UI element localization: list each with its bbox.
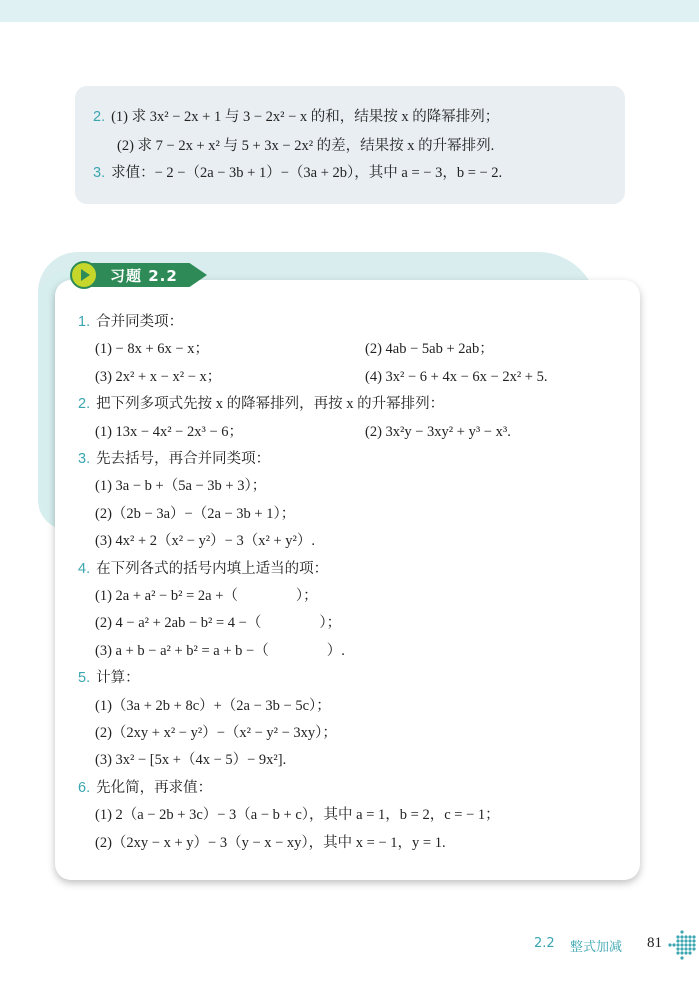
exercise-heading	[78, 779, 212, 797]
page-number: 81	[647, 935, 662, 951]
exercise-number: 2.	[93, 109, 106, 125]
prev-exercise-2-1	[93, 108, 499, 126]
sub-item: (2)（2xy − x + y）− 3（y − x − xy），其中 x = − 1，y = 1.	[95, 834, 446, 851]
exercise-heading	[78, 313, 183, 331]
exercise-text: 把下列多项式先按 x 的降幂排列，再按 x 的升幂排列：	[96, 396, 445, 413]
sub-item: (1) 3a − b +（5a − 3b + 3）；	[95, 478, 267, 495]
section-badge	[70, 261, 220, 289]
sub-item: (3) 4x² + 2（x² − y²）− 3（x² + y²）.	[95, 533, 315, 550]
exercise-number: 4.	[78, 560, 91, 577]
sub-item: (2) 4ab − 5ab + 2ab；	[365, 341, 494, 358]
exercise-heading	[78, 395, 444, 413]
exercise-text: 求值：− 2 −（2a − 3b + 1）−（3a + 2b），其中 a = − 3，b = − 2.	[111, 165, 503, 181]
exercise-heading	[78, 560, 328, 578]
exercise-number: 1.	[78, 314, 91, 330]
sub-item: (2) 3x²y − 3xy² + y³ − x³.	[365, 423, 511, 440]
sub-item: (1) 2a + a² − b² = 2a +（ ）；	[95, 588, 318, 604]
footer-section-number: 2.2	[534, 936, 555, 951]
sub-item: (2) 4 − a² + 2ab − b² = 4 −（ ）；	[95, 615, 342, 632]
sub-item: (1) 13x − 4x² − 2x³ − 6；	[95, 423, 244, 440]
exercise-number: 5.	[78, 670, 91, 687]
top-band	[0, 0, 699, 22]
exercise-number: 6.	[78, 779, 91, 796]
section-title: 习题 2.2	[110, 267, 178, 285]
exercise-number: 3.	[78, 451, 91, 467]
sub-item: (4) 3x² − 6 + 4x − 6x − 2x² + 5.	[365, 368, 548, 385]
exercise-number: 2.	[78, 396, 91, 413]
sub-item: (2)（2b − 3a）−（2a − 3b + 1）；	[95, 505, 296, 522]
sub-item: (1) 2（a − 2b + 3c）− 3（a − b + c），其中 a = 1，b = 2，c = − 1；	[95, 807, 500, 824]
sub-item: (1) − 8x + 6x − x；	[95, 341, 209, 358]
dot-pattern-icon	[666, 930, 698, 960]
prev-exercise-2-2	[117, 137, 494, 155]
exercise-text: (2) 求 7 − 2x + x² 与 5 + 3x − 2x² 的差，结果按 x 的升幂排列.	[117, 138, 495, 154]
exercise-text: 合并同类项：	[96, 314, 184, 330]
exercise-heading	[78, 669, 140, 687]
sub-item: (3) 2x² + x − x² − x；	[95, 368, 222, 385]
footer-section-title: 整式加减	[570, 940, 623, 955]
prev-exercise-3	[93, 164, 502, 182]
exercise-text: (1) 求 3x² − 2x + 1 与 3 − 2x² − x 的和，结果按 x 的降幂排列；	[111, 109, 500, 125]
exercise-text: 计算：	[96, 670, 140, 687]
arrow-circle-icon	[70, 261, 98, 289]
exercise-heading	[78, 450, 270, 468]
sub-item: (2)（2xy + x² − y²）−（x² − y² − 3xy）；	[95, 725, 337, 741]
exercise-text: 在下列各式的括号内填上适当的项：	[96, 560, 329, 577]
exercise-number: 3.	[93, 165, 106, 181]
sub-item: (1)（3a + 2b + 8c）+（2a − 3b − 5c）；	[95, 697, 331, 714]
sub-item: (3) 3x² − [5x +（4x − 5）− 9x²].	[95, 752, 287, 769]
sub-item: (3) a + b − a² + b² = a + b −（ ）.	[95, 642, 345, 659]
exercise-text: 先去括号，再合并同类项：	[96, 451, 271, 467]
exercise-text: 先化简，再求值：	[96, 779, 213, 796]
